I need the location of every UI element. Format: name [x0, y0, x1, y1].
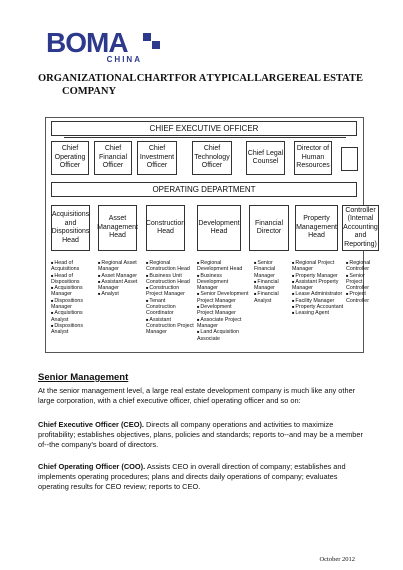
officer-box: Chief Financial Officer: [94, 141, 132, 175]
org-chart: [45, 117, 378, 353]
role-list-item: ■ Head of Acquisitions: [51, 260, 95, 273]
title-word: COMPANY: [62, 86, 117, 97]
role-list-item: ■ Business Unit Construction Head: [146, 273, 194, 286]
coo-label: Chief Operating Officer (COO).: [38, 462, 146, 471]
role-list-item: ■ Tenant Construction Coordinator: [146, 298, 194, 317]
department-box: Controller (Internal Accounting and Reporting): [342, 205, 379, 251]
role-list: [254, 260, 292, 304]
title-word: CHART: [136, 73, 175, 84]
ceo-paragraph: [38, 420, 368, 450]
ceo-box: CHIEF EXECUTIVE OFFICER: [51, 121, 357, 136]
coo-paragraph: [38, 462, 368, 492]
title-word: ORGANIZATIONAL: [38, 73, 137, 84]
officer-box: Chief Technology Officer: [192, 141, 232, 175]
role-list-item: ■ Facility Manager: [292, 298, 344, 304]
role-list-item: ■ Land Acquisition Associate: [197, 329, 249, 342]
role-list-item: ■ Dispositions Manager: [51, 298, 95, 311]
role-list-item: ■ Regional Asset Manager: [98, 260, 142, 273]
ceo-label: Chief Executive Officer (CEO).: [38, 420, 144, 429]
officer-box: Chief Investment Officer: [137, 141, 177, 175]
role-list-item: ■ Leasing Agent: [292, 310, 344, 316]
officer-box: Chief Legal Counsel: [246, 141, 285, 175]
role-list: [197, 260, 249, 342]
department-box: Acquisitions and Dispositions Head: [51, 205, 90, 251]
role-list: [346, 260, 380, 304]
department-box: Development Head: [197, 205, 241, 251]
department-box: Financial Director: [249, 205, 289, 251]
role-list-item: ■ Senior Project Controller: [346, 273, 380, 292]
boma-china-logo: [46, 27, 142, 64]
role-list-item: ■ Assistant Construction Project Manager: [146, 317, 194, 336]
department-box: Construction Head: [146, 205, 185, 251]
role-list-item: ■ Acquisitions Analyst: [51, 310, 95, 323]
intro-paragraph: At the senior management level, a large real estate development company is much like any other large corporation, with a chief executive officer, chief operating officer and so on:: [38, 386, 356, 405]
officer-box: Director of Human Resources: [294, 141, 332, 175]
role-list-item: ■ Asset Manager: [98, 273, 142, 279]
connector-line: [64, 137, 346, 138]
title-word: FOR A: [174, 73, 207, 84]
logo-square-1: [143, 33, 151, 41]
role-list-item: ■ Business Development Manager: [197, 273, 249, 292]
officer-box: Chief Operating Officer: [51, 141, 89, 175]
ceo-description: Directs all company operations and activities to maximize profitability; establishes objectives, plans, policies and standards; reports to--and may be a member of--the company’s board of directors.: [38, 420, 363, 449]
role-list-item: ■ Head of Dispositions: [51, 273, 95, 286]
title-word: REAL ESTATE: [291, 73, 363, 84]
footer-date: October 2012: [319, 556, 355, 563]
operating-department-box: OPERATING DEPARTMENT: [51, 182, 357, 197]
role-list-item: ■ Senior Development Project Manager: [197, 291, 249, 304]
role-list-item: ■ Assistant Property Manager: [292, 279, 344, 292]
role-list-item: ■ Property Manager: [292, 273, 344, 279]
role-list-item: ■ Assistant Asset Manager: [98, 279, 142, 292]
role-list: [51, 260, 95, 336]
logo-square-2: [152, 41, 160, 49]
document-title: [38, 72, 363, 98]
role-list-item: ■ Regional Controller: [346, 260, 380, 273]
logo-subtext: CHINA: [106, 55, 142, 64]
role-list-item: ■ Regional Construction Head: [146, 260, 194, 273]
role-list-item: ■ Senior Financial Manager: [254, 260, 292, 279]
role-list-item: ■ Dispositions Analyst: [51, 323, 95, 336]
title-word: TYPICAL: [206, 73, 254, 84]
role-list: [146, 260, 194, 336]
coo-description: Assists CEO in overall direction of company; establishes and implements operating procedures; plans and directs daily operations of company; evaluates operating results for CEO review; reports to CEO.: [38, 462, 346, 491]
role-list-item: ■ Construction Project Manager: [146, 285, 194, 298]
role-list-item: ■ Regional Project Manager: [292, 260, 344, 273]
role-list-item: ■ Acquisitions Manager: [51, 285, 95, 298]
department-box: Asset Management Head: [98, 205, 137, 251]
role-list: [292, 260, 344, 317]
role-list-item: ■ Financial Analyst: [254, 291, 292, 304]
role-list-item: ■ Financial Manager: [254, 279, 292, 292]
section-heading: Senior Management: [38, 372, 129, 383]
role-list-item: ■ Lease Administrator: [292, 291, 344, 297]
logo-wordmark: BOMA: [46, 27, 128, 58]
role-list-item: ■ Property Accountant: [292, 304, 344, 310]
role-list-item: ■ Associate Project Manager: [197, 317, 249, 330]
role-list: [98, 260, 142, 298]
title-word: LARGE: [254, 73, 292, 84]
role-list-item: ■ Project Controller: [346, 291, 380, 304]
role-list-item: ■ Regional Development Head: [197, 260, 249, 273]
role-list-item: ■ Development Project Manager: [197, 304, 249, 317]
role-list-item: ■ Analyst: [98, 291, 142, 297]
department-box: Property Management Head: [295, 205, 338, 251]
